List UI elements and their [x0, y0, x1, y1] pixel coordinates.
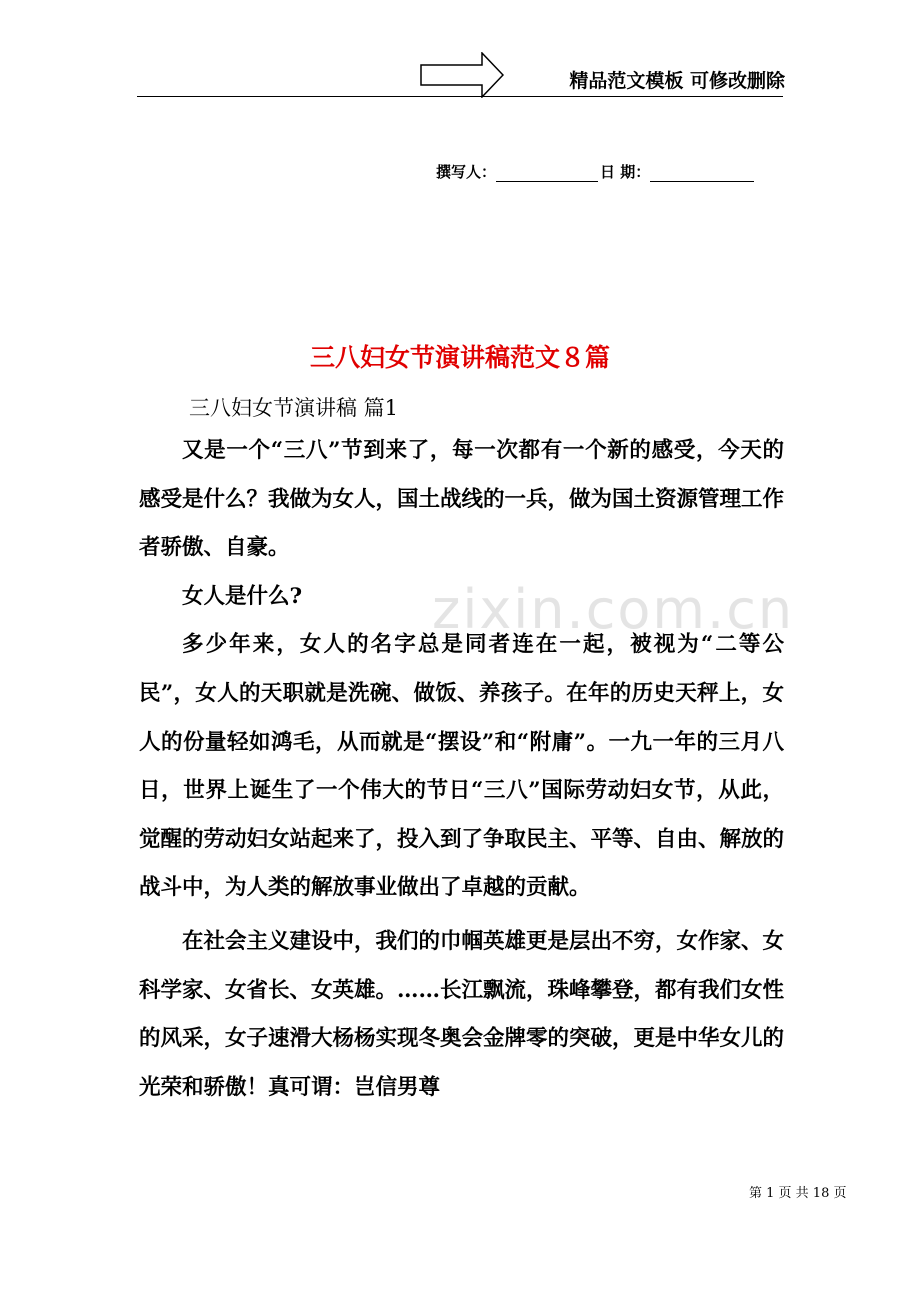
date-blank [650, 164, 754, 182]
header-divider [137, 96, 783, 97]
date-label: 日 期： [600, 163, 651, 181]
section-heading: 三八妇女节演讲稿 篇1 [189, 396, 399, 420]
author-blank [496, 164, 598, 182]
author-label: 撰写人： [436, 163, 497, 181]
header-brand-label: 精品范文模板 可修改删除 [569, 70, 785, 92]
page-number: 第 1 页 共 18 页 [749, 1186, 847, 1201]
paragraph: 女人是什么? [182, 583, 303, 609]
author-date-line [436, 161, 784, 182]
paragraph: 在社会主义建设中，我们的巾帼英雄更是层出不穷，女作家、女科学家、女省长、女英雄。……长江飘流，珠峰攀登，都有我们女性的风采，女子速滑大杨杨实现冬奥会金牌零的突破，更是中华女儿的光荣和骄傲！真可谓：岂信男尊 [139, 928, 785, 1100]
arrow-right-outline-icon [420, 52, 504, 98]
watermark: zixin.com.cn [432, 578, 795, 641]
paragraph: 又是一个“三八”节到来了，每一次都有一个新的感受，今天的感受是什么？我做为女人，国土战线的一兵，做为国土资源管理工作者骄傲、自豪。 [139, 438, 785, 561]
document-body [139, 427, 784, 1112]
document-title: 三八妇女节演讲稿范文８篇 [309, 343, 610, 372]
paragraph: 多少年来，女人的名字总是同者连在一起，被视为“二等公民”，女人的天职就是洗碗、做饭、养孩子。在年的历史天秤上，女人的份量轻如鸿毛，从而就是“摆设”和“附庸”。一九一年的三月八日，世界上诞生了一个伟大的节日“三八”国际劳动妇女节，从此，觉醒的劳动妇女站起来了，投入到了争取民主、平等、自由、解放的战斗中，为人类的解放事业做出了卓越的贡献。 [139, 632, 785, 901]
